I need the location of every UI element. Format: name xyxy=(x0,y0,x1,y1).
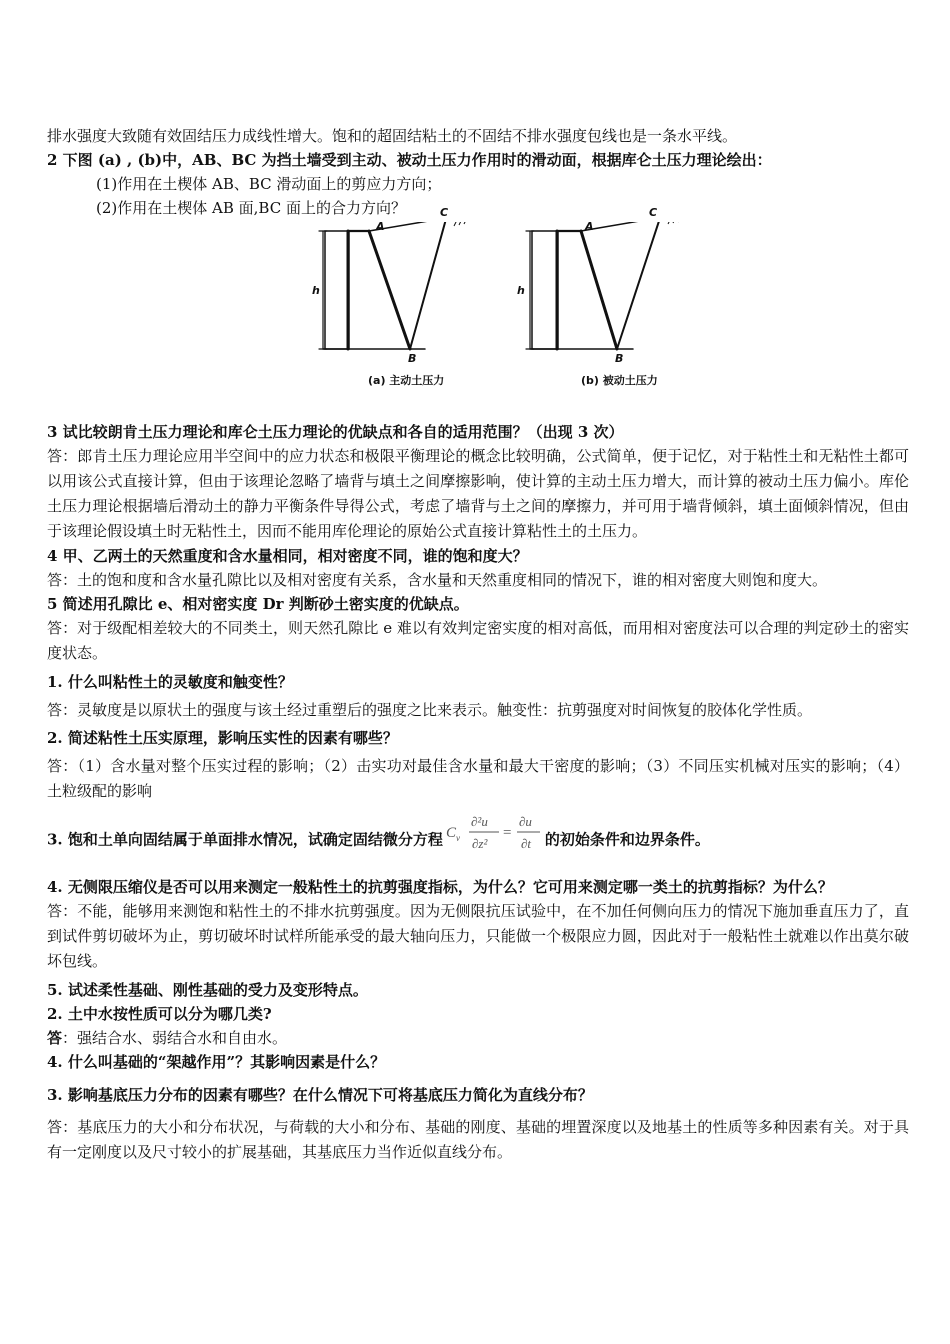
question-4c: 4. 什么叫基础的“架越作用”？其影响因素是什么？ xyxy=(47,1053,386,1071)
rhs-denominator: ∂t xyxy=(520,836,531,851)
height-label: h xyxy=(312,284,320,297)
cv-symbol: C xyxy=(445,825,456,841)
point-b-label: B xyxy=(615,352,624,365)
height-label: h xyxy=(517,284,525,297)
point-b-label: B xyxy=(408,352,417,365)
question-2c: 2. 土中水按性质可以分为哪几类? xyxy=(47,1005,272,1023)
question-2b: 2. 简述粘性土压实原理，影响压实性的因素有哪些？ xyxy=(47,729,398,747)
point-a-label: A xyxy=(376,220,385,233)
answer-5: 答：对于级配相差较大的不同类土，则天然孔隙比 e 难以有效判定密实度的相对高低，而用相对密度法可以合理的判定砂土的密实度状态。 xyxy=(47,619,909,662)
point-c-label: C xyxy=(440,206,449,219)
answer-2c xyxy=(47,1026,909,1050)
equation-graphic xyxy=(445,810,543,854)
question-5: 5 简述用孔隙比 e、相对密实度 Dr 判断砂土密实度的优缺点。 xyxy=(47,595,469,613)
point-c-label: C xyxy=(649,206,658,219)
figure-a-diagram xyxy=(312,222,502,418)
question-5b: 5. 试述柔性基础、刚性基础的受力及变形特点。 xyxy=(47,981,368,999)
answer-1b: 答：灵敏度是以原状土的强度与该土经过重塑后的强度之比来表示。触变性：抗剪强度对时间恢复的胶体化学性质。 xyxy=(47,701,813,719)
figure-a-caption: (a) 主动土压力 xyxy=(368,374,445,387)
question-1b: 1. 什么叫粘性土的灵敏度和触变性？ xyxy=(47,673,293,691)
question-4: 4 甲、乙两土的天然重度和含水量相同，相对密度不同，谁的饱和度大？ xyxy=(47,547,528,565)
question-4b: 4. 无侧限压缩仪是否可以用来测定一般粘性土的抗剪强度指标，为什么？它可用来测定哪一类土的抗剪指标？为什么？ xyxy=(47,878,833,896)
answer-4b: 答：不能，能够用来测饱和粘性土的不排水抗剪强度。因为无侧限抗压试验中，在不加任何侧向压力的情况下施加垂直压力了，直到试件剪切破坏为止，剪切破坏时试样所能承受的最大轴向压力，只能做一个极限应力圆，因此对于一般粘性土就难以作出莫尔破坏包线。 xyxy=(47,902,909,970)
question-2-item-2: (2)作用在土楔体 AB 面,BC 面上的合力方向？ xyxy=(96,199,406,217)
answer-2b: 答：（1）含水量对整个压实过程的影响；（2）击实功对最佳含水量和最大干密度的影响；（3）不同压实机械对压实的影响；（4）土粒级配的影响 xyxy=(47,757,909,800)
figure-b-diagram xyxy=(525,222,715,418)
text-line: 排水强度大致随有效固结压力成线性增大。饱和的超固结粘土的不固结不排水强度包线也是一条水平线。 xyxy=(47,127,738,145)
lhs-numerator: ∂²u xyxy=(470,814,488,829)
cv-subscript: v xyxy=(455,833,460,843)
question-2: 2 下图 (a) , (b)中，AB、BC 为挡土墙受到主动、被动土压力作用时的滑动面，根据库仑土压力理论绘出： xyxy=(47,151,772,169)
answer-3: 答：郎肯土压力理论应用半空间中的应力状态和极限平衡理论的概念比较明确，公式简单，便于记忆，对于粘性土和无粘性土都可以用该公式直接计算，但由于该理论忽略了墙背与填土之间摩擦影响，使计算的主动土压力增大，而计算的被动土压力偏小。库伦土压力理论根据墙后滑动土的静力平衡条件导得公式，考虑了墙背与土之间的摩擦力，并可用于墙背倾斜，填土面倾斜情况，但由于该理论假设填土时无粘性土，因而不能用库伦理论的原始公式直接计算粘性土的土压力。 xyxy=(47,447,909,540)
answer-3c: 答：基底压力的大小和分布状况，与荷载的大小和分布、基础的刚度、基础的埋置深度以及地基土的性质等多种因素有关。对于具有一定刚度以及尺寸较小的扩展基础，其基底压力当作近似直线分布。 xyxy=(47,1118,909,1161)
question-3c: 3. 影响基底压力分布的因素有哪些？在什么情况下可将基底压力简化为直线分布？ xyxy=(47,1086,593,1104)
rhs-numerator: ∂u xyxy=(518,814,532,829)
question-3b-text: 3. 饱和土单向固结属于单面排水情况，试确定固结微分方程 xyxy=(47,830,443,849)
answer-2c-text: ：强结合水、弱结合水和自由水。 xyxy=(62,1029,288,1047)
equals-sign: = xyxy=(502,825,512,841)
figure-b-passive-pressure xyxy=(517,206,715,418)
question-2-item-1: (1)作用在土楔体 AB、BC 滑动面上的剪应力方向； xyxy=(96,175,442,193)
lhs-denominator: ∂z² xyxy=(471,836,488,851)
figure-a-active-pressure xyxy=(312,206,502,418)
figure-b-caption: (b) 被动土压力 xyxy=(581,374,658,387)
question-3b-text-end: 的初始条件和边界条件。 xyxy=(544,830,710,849)
document-page xyxy=(47,124,909,1165)
answer-4: 答：土的饱和度和含水量孔隙比以及相对密度有关系，含水量和天然重度相同的情况下，谁的相对密度大则饱和度大。 xyxy=(47,571,828,589)
question-3: 3 试比较朗肯土压力理论和库仑土压力理论的优缺点和各自的适用范围？（出现 3 次） xyxy=(47,423,624,441)
point-a-label: A xyxy=(585,220,594,233)
answer-label: 答 xyxy=(47,1029,63,1047)
question-3b xyxy=(47,810,909,871)
consolidation-equation xyxy=(445,810,543,871)
